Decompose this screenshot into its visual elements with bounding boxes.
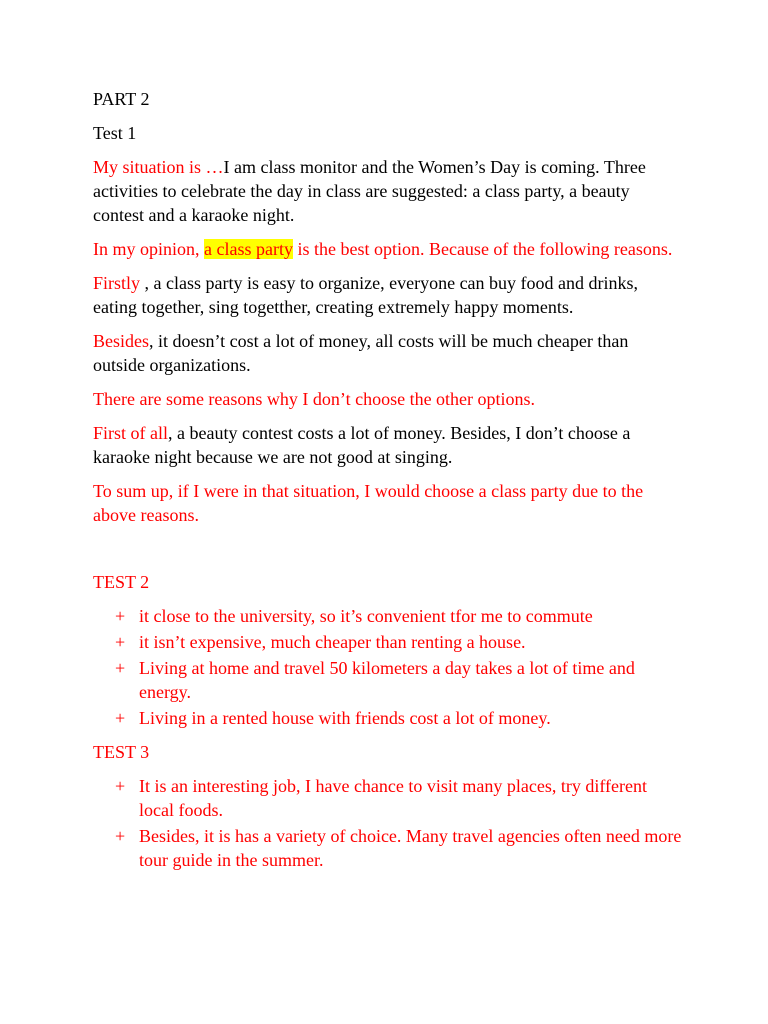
list-item — [93, 604, 683, 628]
plus-bullet-icon: + — [115, 658, 126, 678]
list-item — [93, 630, 683, 654]
besides-text: , it doesn’t cost a lot of money, all costs will be much cheaper than outside organizations. — [93, 331, 629, 375]
first-of-all-lead: First of all — [93, 423, 168, 443]
plus-bullet-icon: + — [115, 708, 126, 728]
test2-title: TEST 2 — [93, 572, 150, 592]
list-item — [93, 774, 683, 822]
test1-paragraph-other-options: There are some reasons why I don’t choose the other options. — [93, 389, 536, 409]
test1-paragraph-firstly — [93, 271, 683, 319]
plus-bullet-icon: + — [115, 776, 126, 796]
list-item-text: it isn’t expensive, much cheaper than renting a house. — [139, 632, 526, 652]
test1-paragraph-situation — [93, 155, 683, 227]
plus-bullet-icon: + — [115, 826, 126, 846]
list-item-text: Besides, it is has a variety of choice. Many travel agencies often need more tour guide in the summer. — [139, 826, 682, 870]
list-item — [93, 656, 683, 704]
list-item — [93, 824, 683, 872]
situation-lead: My situation is … — [93, 157, 224, 177]
opinion-tail: is the best option. Because of the following reasons. — [292, 239, 673, 259]
test3-list — [93, 774, 683, 872]
document-body — [93, 87, 683, 882]
test1-paragraph-besides — [93, 329, 683, 377]
list-item-text: it close to the university, so it’s convenient tfor me to commute — [139, 606, 593, 626]
firstly-lead: Firstly — [93, 273, 141, 293]
plus-bullet-icon: + — [115, 632, 126, 652]
list-item-text: Living in a rented house with friends cost a lot of money. — [139, 708, 551, 728]
part-title: PART 2 — [93, 89, 150, 109]
test2-list — [93, 604, 683, 730]
besides-lead: Besides — [93, 331, 149, 351]
test1-title: Test 1 — [93, 123, 137, 143]
test3-title: TEST 3 — [93, 742, 150, 762]
spacer — [93, 537, 683, 570]
test1-paragraph-first-of-all — [93, 421, 683, 469]
highlighted-choice: a class party — [204, 239, 293, 259]
test1-paragraph-opinion — [93, 237, 683, 261]
test1-paragraph-conclusion: To sum up, if I were in that situation, I would choose a class party due to the above reasons. — [93, 481, 644, 525]
situation-text: I am class monitor and the Women’s Day is coming. Three activities to celebrate the day in class are suggested: a class party, a beauty contest and a karaoke night. — [93, 157, 646, 225]
opinion-lead: In my opinion, — [93, 239, 204, 259]
first-of-all-text: , a beauty contest costs a lot of money. Besides, I don’t choose a karaoke night because we are not good at singing. — [93, 423, 631, 467]
firstly-text: , a class party is easy to organize, everyone can buy food and drinks, eating together, sing togetther, creating extremely happy moments. — [93, 273, 639, 317]
list-item — [93, 706, 683, 730]
list-item-text: Living at home and travel 50 kilometers a day takes a lot of time and energy. — [139, 658, 635, 702]
list-item-text: It is an interesting job, I have chance to visit many places, try different local foods. — [139, 776, 648, 820]
plus-bullet-icon: + — [115, 606, 126, 626]
